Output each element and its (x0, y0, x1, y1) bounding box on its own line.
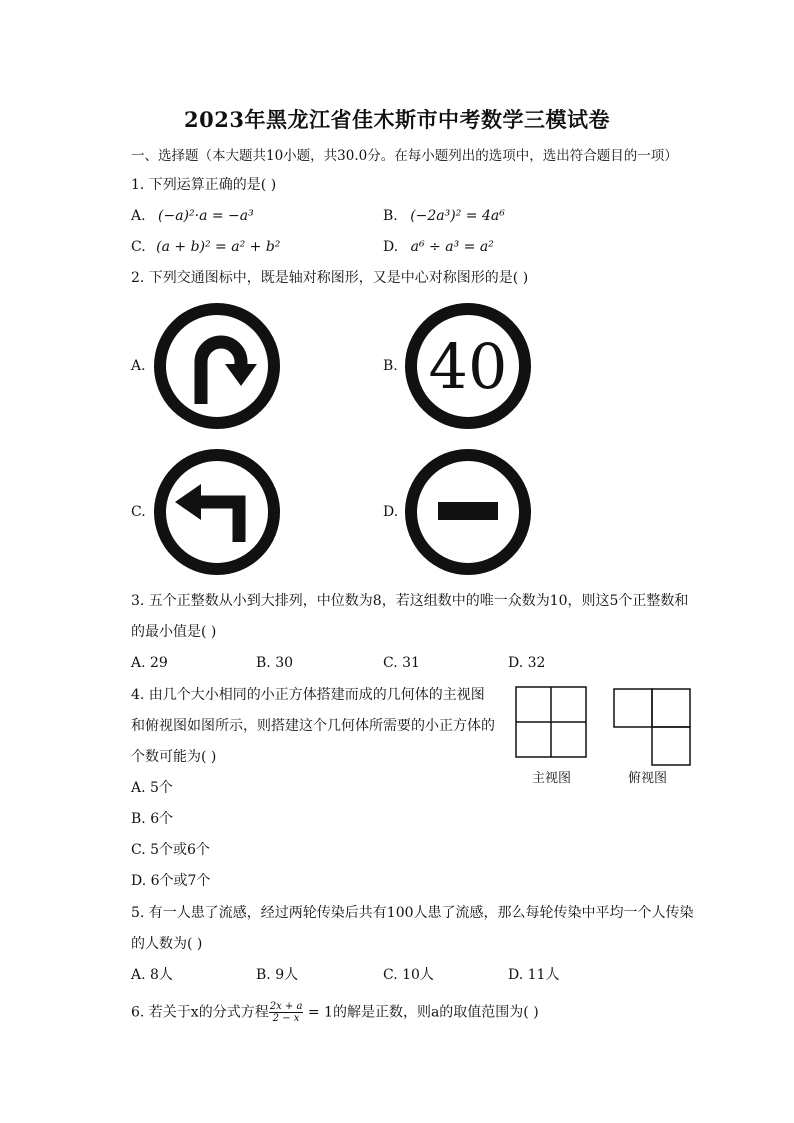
question-5-stem-line1: 5. 有一人患了流感，经过两轮传染后共有100人患了流感，那么每轮传染中平均一个人传染 (131, 905, 694, 921)
q4-option-b: B. 6个 (131, 811, 174, 827)
question-3-stem-line2: 的最小值是( ) (131, 624, 217, 640)
q6-fraction-denominator: 2 − x (272, 1013, 300, 1024)
q2-option-b-label: B. (383, 358, 398, 374)
section-heading: 一、选择题（本大题共10小题，共30.0分。在每小题列出的选项中，选出符合题目的一项） (131, 148, 678, 164)
q2-option-d-label: D. (383, 504, 399, 520)
question-4-stem-line2: 和俯视图如图所示，则搭建这个几何体所需要的小正方体的 (131, 718, 495, 734)
q4-option-c: C. 5个或6个 (131, 842, 210, 858)
q6-fraction (269, 1001, 304, 1024)
q1-option-b (383, 206, 505, 226)
q4-option-d: D. 6个或7个 (131, 873, 211, 889)
q1-option-d (383, 237, 494, 257)
q1-option-a-text: (−a)²·a = −a³ (158, 208, 254, 224)
q3-option-d: D. 32 (508, 655, 546, 671)
q5-option-a: A. 8人 (131, 967, 173, 983)
q2-option-a-label: A. (131, 358, 146, 374)
q1-option-c-text: (a + b)² = a² + b² (156, 239, 281, 255)
top-view-caption: 俯视图 (628, 771, 668, 786)
q3-option-a: A. 29 (131, 655, 168, 671)
front-view-caption: 主视图 (532, 771, 572, 786)
question-3-stem-line1: 3. 五个正整数从小到大排列，中位数为8，若这组数中的唯一众数为10，则这5个正整数和 (131, 593, 689, 609)
q1-option-b-text: (−2a³)² = 4a⁶ (410, 208, 505, 224)
speed-limit-number: 40 (428, 330, 508, 403)
q2-option-c-label: C. (131, 504, 146, 520)
question-4-stem-line3: 个数可能为( ) (131, 749, 217, 765)
question-4-stem-line1: 4. 由几个大小相同的小正方体搭建而成的几何体的主视图 (131, 687, 485, 703)
q6-stem-post: = 1的解是正数，则a的取值范围为( ) (303, 1004, 539, 1021)
q1-option-c-label: C. (131, 239, 146, 255)
question-1-stem: 1. 下列运算正确的是( ) (131, 177, 277, 193)
q1-option-d-text: a⁶ ÷ a³ = a² (410, 239, 494, 255)
q5-option-c: C. 10人 (383, 967, 434, 983)
q4-option-a: A. 5个 (131, 780, 173, 796)
q1-option-d-label: D. (383, 239, 399, 255)
question-5-stem-line2: 的人数为( ) (131, 936, 203, 952)
q1-option-a-label: A. (131, 208, 146, 224)
page-title: 2023年黑龙江省佳木斯市中考数学三模试卷 (184, 107, 610, 132)
question-2-stem: 2. 下列交通图标中，既是轴对称图形，又是中心对称图形的是( ) (131, 270, 529, 286)
u-turn-sign-icon (151, 300, 283, 432)
q6-stem-pre: 6. 若关于x的分式方程 (131, 1004, 269, 1021)
q5-option-d: D. 11人 (508, 967, 560, 983)
q6-fraction-numerator: 2x + a (269, 1001, 303, 1012)
question-6-stem (131, 1001, 539, 1024)
q1-option-b-label: B. (383, 208, 398, 224)
q3-option-b: B. 30 (256, 655, 294, 671)
top-view-figure (613, 688, 691, 766)
q1-option-a (131, 206, 254, 226)
speed-limit-sign-icon (402, 300, 534, 432)
q1-option-c (131, 237, 280, 257)
no-entry-sign-icon (402, 446, 534, 578)
front-view-figure (515, 686, 587, 758)
q3-option-c: C. 31 (383, 655, 420, 671)
q5-option-b: B. 9人 (256, 967, 299, 983)
left-turn-sign-icon (151, 446, 283, 578)
